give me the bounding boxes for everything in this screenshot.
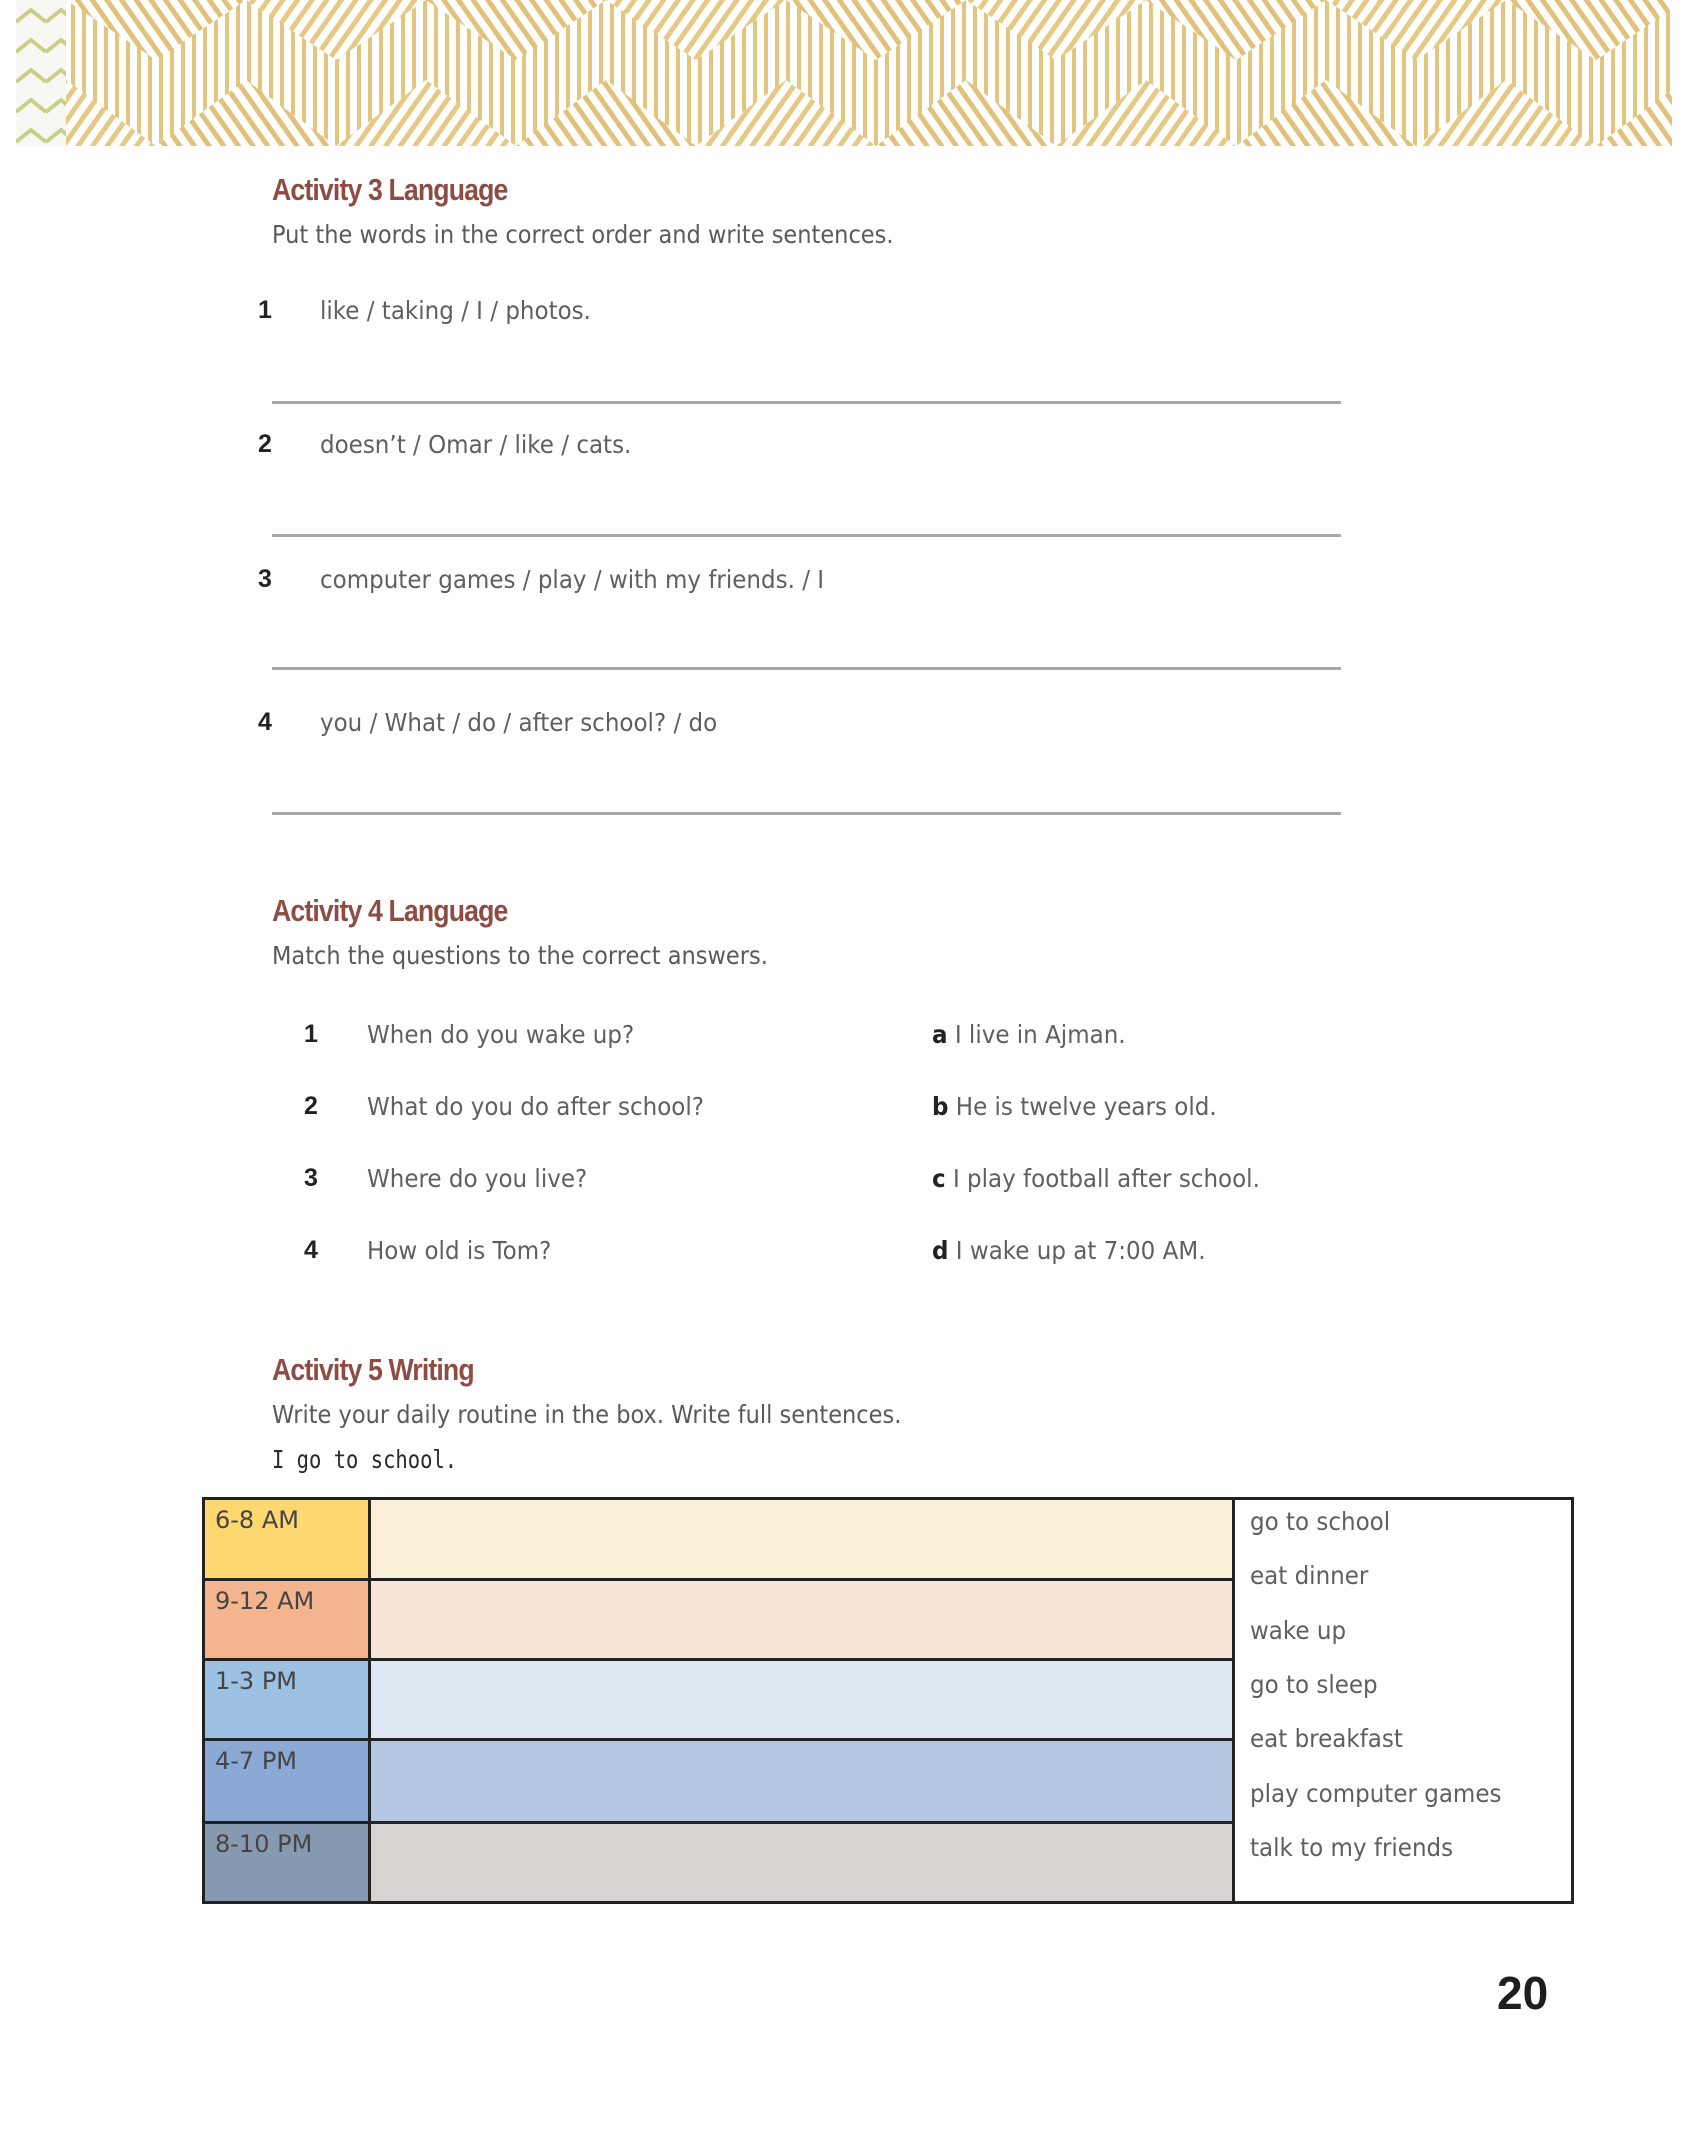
word-bank-item: eat breakfast	[1250, 1724, 1403, 1753]
time-slot-cell	[205, 1661, 371, 1741]
routine-writing-cell[interactable]	[371, 1500, 1232, 1581]
answer-option[interactable]	[932, 1236, 1206, 1265]
question-text[interactable]: How old is Tom?	[367, 1236, 552, 1265]
answer-line[interactable]	[272, 534, 1341, 537]
item-number: 3	[258, 565, 272, 593]
scrambled-words: you / What / do / after school? / do	[320, 708, 718, 737]
routine-writing-cell[interactable]	[371, 1581, 1232, 1661]
item-number: 2	[258, 430, 272, 458]
answer-letter: a	[932, 1020, 948, 1049]
answer-letter: b	[932, 1092, 949, 1121]
answer-line[interactable]	[272, 667, 1341, 670]
word-bank-item: go to sleep	[1250, 1670, 1378, 1699]
routine-writing-cell[interactable]	[371, 1741, 1232, 1824]
daily-routine-table	[202, 1497, 1574, 1904]
geometric-pattern-graphic	[16, 0, 1672, 146]
question-number: 3	[304, 1164, 318, 1192]
word-bank-item: play computer games	[1250, 1779, 1502, 1808]
answer-option[interactable]	[932, 1092, 1217, 1121]
answer-text: I live in Ajman.	[954, 1020, 1126, 1049]
answer-text: I play football after school.	[952, 1164, 1260, 1193]
question-text[interactable]: Where do you live?	[367, 1164, 588, 1193]
item-number: 4	[258, 708, 272, 736]
answer-letter: d	[932, 1236, 949, 1265]
page-number: 20	[1497, 1967, 1549, 2019]
activity-3-title: Activity 3 Language	[272, 172, 508, 207]
time-slot-cell	[205, 1741, 371, 1824]
question-text[interactable]: When do you wake up?	[367, 1020, 635, 1049]
item-number: 1	[258, 296, 272, 324]
answer-line[interactable]	[272, 812, 1341, 815]
time-slot-label: 1-3 PM	[215, 1667, 298, 1695]
activity-4-instruction: Match the questions to the correct answers.	[272, 941, 768, 970]
decorative-header-pattern	[16, 0, 1672, 146]
answer-option[interactable]	[932, 1020, 1126, 1049]
word-bank	[1232, 1500, 1571, 1901]
question-number: 2	[304, 1092, 318, 1120]
activity-3-instruction: Put the words in the correct order and write sentences.	[272, 220, 894, 249]
word-bank-item: eat dinner	[1250, 1561, 1369, 1590]
scrambled-words: computer games / play / with my friends. / I	[320, 565, 825, 594]
question-number: 1	[304, 1020, 318, 1048]
time-slot-label: 6-8 AM	[215, 1506, 299, 1534]
routine-writing-cell[interactable]	[371, 1824, 1232, 1901]
pattern-block	[16, 0, 66, 146]
question-number: 4	[304, 1236, 318, 1264]
word-bank-item: talk to my friends	[1250, 1833, 1454, 1862]
example-sentence: I go to school.	[272, 1445, 458, 1474]
scrambled-words: like / taking / I / photos.	[320, 296, 591, 325]
time-slot-label: 9-12 AM	[215, 1587, 315, 1615]
time-slot-cell	[205, 1581, 371, 1661]
answer-line[interactable]	[272, 401, 1341, 404]
activity-5-instruction: Write your daily routine in the box. Write full sentences.	[272, 1400, 902, 1429]
time-slot-label: 4-7 PM	[215, 1747, 298, 1775]
routine-writing-cell[interactable]	[371, 1661, 1232, 1741]
answer-option[interactable]	[932, 1164, 1260, 1193]
word-bank-item: go to school	[1250, 1507, 1391, 1536]
question-text[interactable]: What do you do after school?	[367, 1092, 704, 1121]
answer-text: He is twelve years old.	[955, 1092, 1217, 1121]
answer-letter: c	[932, 1164, 946, 1193]
scrambled-words: doesn’t / Omar / like / cats.	[320, 430, 632, 459]
answer-text: I wake up at 7:00 AM.	[955, 1236, 1206, 1265]
activity-5-title: Activity 5 Writing	[272, 1352, 474, 1387]
time-slot-cell	[205, 1500, 371, 1581]
word-bank-item: wake up	[1250, 1616, 1347, 1645]
time-slot-label: 8-10 PM	[215, 1830, 313, 1858]
time-slot-cell	[205, 1824, 371, 1901]
activity-4-title: Activity 4 Language	[272, 893, 508, 928]
